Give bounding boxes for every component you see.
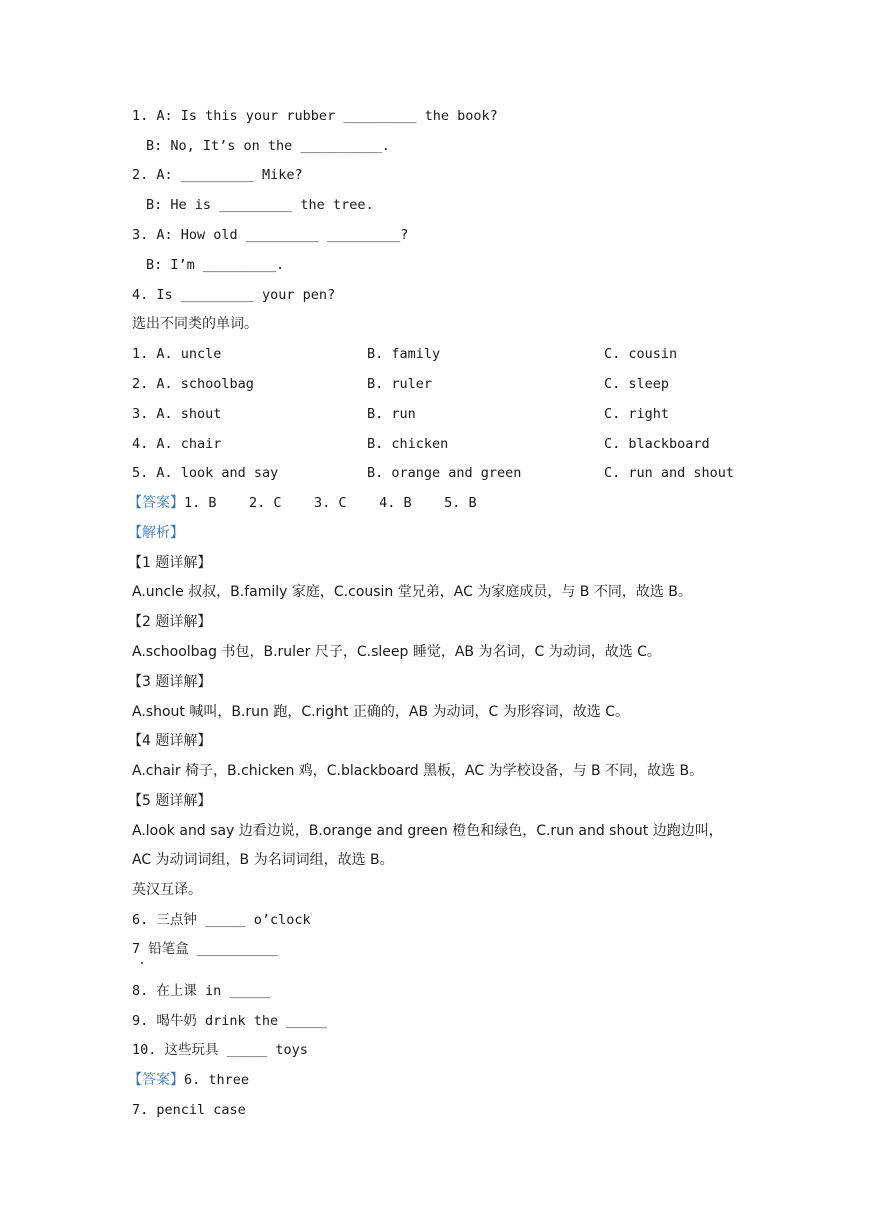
q4-line: 4. Is _________ your pen? [132, 287, 336, 303]
q1-line-a: 1. A: Is this your rubber _________ the book? [132, 108, 498, 124]
answer-text: 1. B 2. C 3. C 4. B 5. B [184, 495, 477, 511]
stray-dot [141, 962, 143, 964]
option-c: C. cousin [604, 346, 678, 362]
analysis-label: 【解析】 [128, 525, 184, 541]
q2-line-b: B: He is _________ the tree. [146, 197, 374, 213]
option-b: B. ruler [367, 376, 433, 392]
detail-text: A.look and say 边看边说，B.orange and green 橙色和绿色，C.run and shout 边跑边叫， [132, 823, 723, 839]
section-title-translate: 英汉互译。 [132, 882, 202, 898]
answer-label: 【答案】 [128, 1072, 184, 1088]
translate-item: 9. 喝牛奶 drink the _____ [132, 1013, 327, 1029]
option-a: 5. A. look and say [132, 465, 279, 481]
detail-text-continued: AC 为动词词组，B 为名词词组，故选 B。 [132, 852, 394, 868]
q2-line-a: 2. A: _________ Mike? [132, 167, 303, 183]
detail-heading: 【3 题详解】 [128, 674, 212, 690]
answer-label: 【答案】 [128, 495, 184, 511]
translate-item: 7 铅笔盒 __________ [132, 941, 279, 957]
detail-heading: 【5 题详解】 [128, 793, 212, 809]
detail-heading: 【2 题详解】 [128, 614, 212, 630]
option-b: B. run [367, 406, 416, 422]
answer-line-continued: 7. pencil case [132, 1102, 246, 1118]
detail-text: A.schoolbag 书包，B.ruler 尺子，C.sleep 睡觉，AB 为名词，C 为动词，故选 C。 [132, 644, 661, 660]
option-b: B. orange and green [367, 465, 522, 481]
answer-line [128, 1071, 249, 1089]
option-a: 4. A. chair [132, 436, 222, 452]
detail-heading: 【1 题详解】 [128, 555, 212, 571]
detail-text: A.uncle 叔叔，B.family 家庭，C.cousin 堂兄弟，AC 为家庭成员，与 B 不同，故选 B。 [132, 584, 692, 600]
detail-heading: 【4 题详解】 [128, 733, 212, 749]
option-c: C. run and shout [604, 465, 735, 481]
translate-item: 10. 这些玩具 _____ toys [132, 1042, 308, 1058]
option-a: 2. A. schoolbag [132, 376, 254, 392]
option-c: C. sleep [604, 376, 670, 392]
option-b: B. chicken [367, 436, 449, 452]
detail-text: A.chair 椅子，B.chicken 鸡，C.blackboard 黑板，AC 为学校设备，与 B 不同，故选 B。 [132, 763, 704, 779]
q3-line-b: B: I’m _________. [146, 257, 285, 273]
translate-item: 8. 在上课 in _____ [132, 983, 271, 999]
detail-text: A.shout 喊叫，B.run 跑，C.right 正确的，AB 为动词，C 为形容词，故选 C。 [132, 704, 629, 720]
answer-text: 6. three [184, 1072, 250, 1088]
option-b: B. family [367, 346, 441, 362]
option-a: 3. A. shout [132, 406, 222, 422]
option-c: C. blackboard [604, 436, 710, 452]
option-c: C. right [604, 406, 670, 422]
option-a: 1. A. uncle [132, 346, 222, 362]
q3-line-a: 3. A: How old _________ _________? [132, 227, 409, 243]
section-title-odd-one-out: 选出不同类的单词。 [132, 316, 258, 332]
translate-item: 6. 三点钟 _____ o’clock [132, 912, 311, 928]
q1-line-b: B: No, It’s on the __________. [146, 138, 390, 154]
answer-line [128, 494, 477, 512]
